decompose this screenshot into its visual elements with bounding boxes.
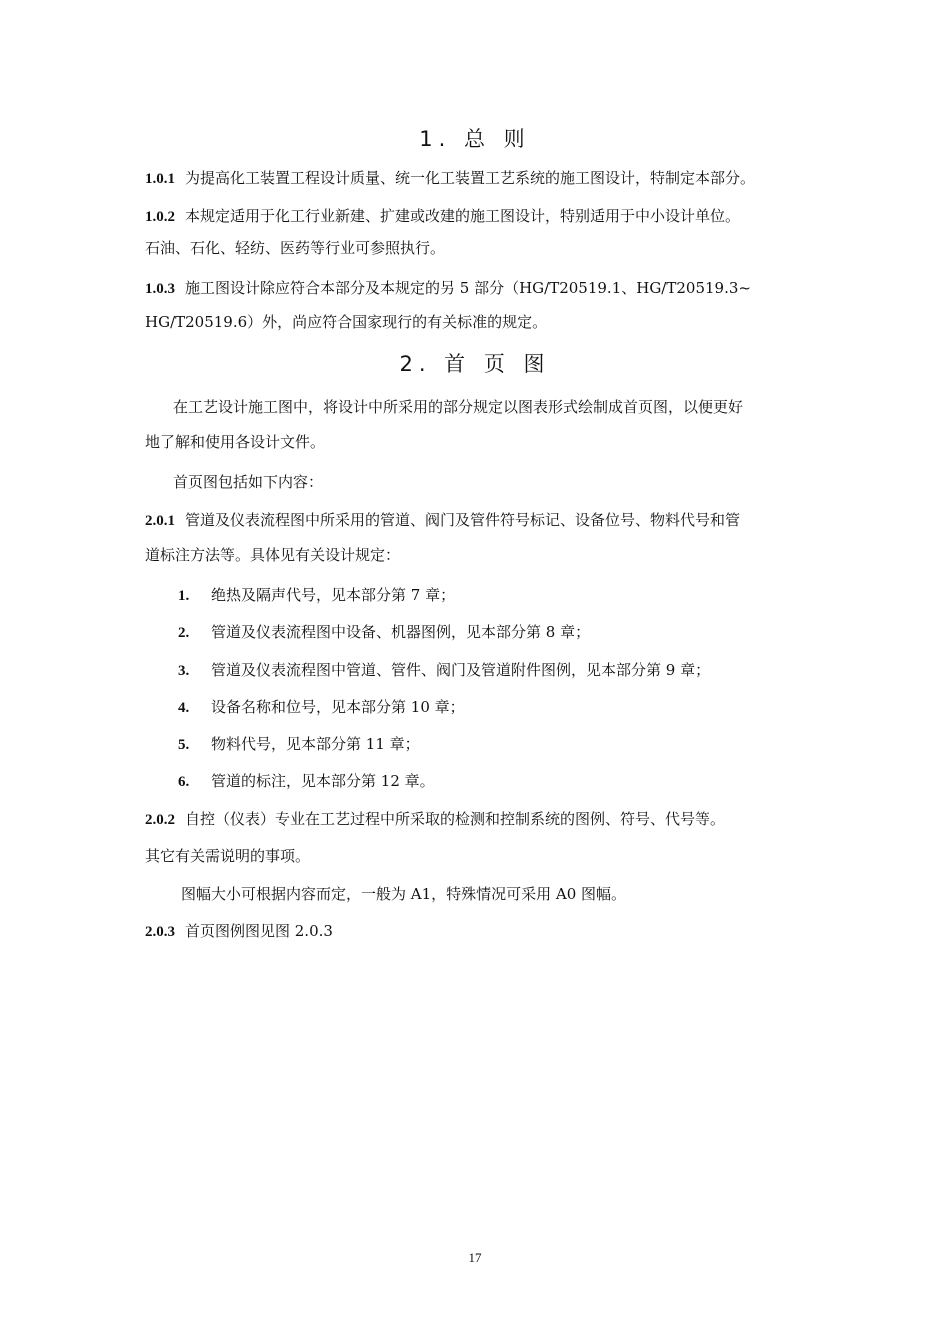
list-item-number: 5. (178, 737, 190, 753)
clause-1-0-2-continued: 石油、石化、轻纺、医药等行业可参照执行。 (145, 239, 446, 257)
clause-2-0-2-continued: 其它有关需说明的事项。 (145, 847, 311, 865)
intro-paragraph-continued: 地了解和使用各设计文件。 (145, 433, 326, 451)
list-item-number: 6. (178, 774, 190, 790)
clause-text: 自控（仪表）专业在工艺过程中所采取的检测和控制系统的图例、符号、代号等。 (185, 810, 726, 828)
list-item-text: 管道的标注，见本部分第 12 章。 (211, 772, 435, 790)
clause-number: 1.0.1 (145, 171, 175, 187)
list-item-number: 1. (178, 588, 190, 604)
list-item-text: 管道及仪表流程图中设备、机器图例，见本部分第 8 章； (211, 623, 591, 641)
list-item-number: 2. (178, 625, 190, 641)
clause-number: 2.0.2 (145, 812, 175, 828)
clause-2-0-2 (145, 809, 725, 830)
list-item-text: 物料代号，见本部分第 11 章； (211, 735, 420, 753)
list-item (178, 734, 420, 755)
list-item (178, 771, 435, 792)
intro-paragraph: 在工艺设计施工图中，将设计中所采用的部分规定以图表形式绘制成首页图，以便更好 (173, 398, 744, 416)
page-number: 17 (468, 1250, 482, 1265)
list-item (178, 660, 710, 681)
list-item-text: 管道及仪表流程图中管道、管件、阀门及管道附件图例，见本部分第 9 章； (211, 661, 711, 679)
list-item-number: 3. (178, 663, 190, 679)
clause-number: 1.0.3 (145, 281, 175, 297)
clause-text: 首页图例图见图 2.0.3 (185, 922, 333, 940)
clause-number: 2.0.3 (145, 924, 175, 940)
clause-text: 本规定适用于化工行业新建、扩建或改建的施工图设计，特别适用于中小设计单位。 (185, 207, 741, 225)
clause-text: 为提高化工装置工程设计质量、统一化工装置工艺系统的施工图设计，特制定本部分。 (185, 169, 756, 187)
intro-contents: 首页图包括如下内容： (173, 473, 324, 491)
list-item (178, 585, 455, 606)
list-item-number: 4. (178, 700, 190, 716)
clause-1-0-2 (145, 206, 740, 227)
section-heading-general: 1. 总 则 (419, 127, 531, 151)
clause-1-0-3-continued: HG/T20519.6）外，尚应符合国家现行的有关标准的规定。 (145, 313, 548, 331)
clause-2-0-3 (145, 921, 333, 942)
list-item (178, 697, 465, 718)
clause-2-0-1 (145, 510, 740, 531)
clause-2-0-1-continued: 道标注方法等。具体见有关设计规定： (145, 546, 401, 564)
clause-text: 施工图设计除应符合本部分及本规定的另 5 部分（HG/T20519.1、HG/T20519.3~ (185, 279, 751, 297)
clause-1-0-3 (145, 278, 751, 299)
list-item-text: 绝热及隔声代号，见本部分第 7 章； (211, 586, 456, 604)
sheet-size-note: 图幅大小可根据内容而定，一般为 A1，特殊情况可采用 A0 图幅。 (181, 885, 627, 903)
clause-number: 1.0.2 (145, 209, 175, 225)
clause-number: 2.0.1 (145, 513, 175, 529)
clause-1-0-1 (145, 168, 755, 189)
list-item-text: 设备名称和位号，见本部分第 10 章； (211, 698, 465, 716)
clause-text: 管道及仪表流程图中所采用的管道、阀门及管件符号标记、设备位号、物料代号和管 (185, 511, 741, 529)
section-heading-front-page: 2. 首 页 图 (399, 352, 551, 376)
list-item (178, 622, 590, 643)
